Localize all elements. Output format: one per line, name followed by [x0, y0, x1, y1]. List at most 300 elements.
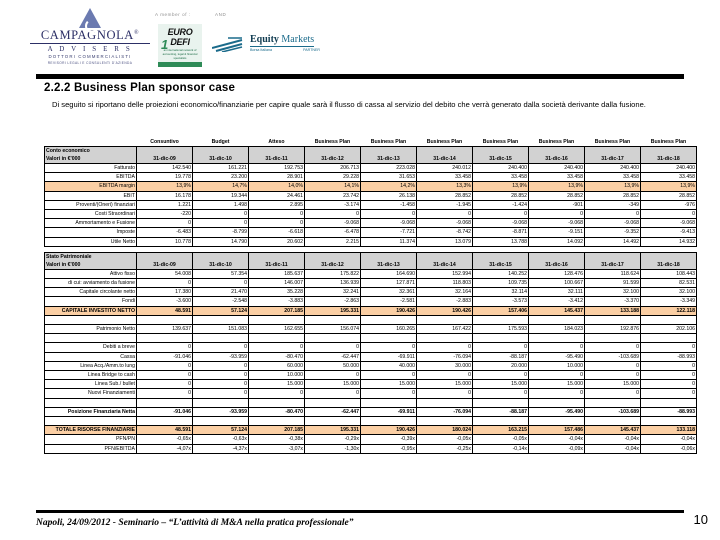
row-label	[45, 138, 137, 147]
table-cell: 11.374	[361, 237, 417, 246]
table-cell: 1.498	[193, 200, 249, 209]
table-cell: 127.871	[361, 279, 417, 288]
table-cell	[473, 315, 529, 324]
table-cell: 33.458	[417, 173, 473, 182]
table-cell: 157.406	[473, 306, 529, 315]
table-cell: 0	[249, 343, 305, 352]
table-cell: -88.187	[473, 407, 529, 416]
section-title-line2: Valori in €'000	[46, 156, 81, 162]
table-cell: 13.788	[473, 237, 529, 246]
table-cell: -93.959	[193, 407, 249, 416]
table-cell: 60.000	[249, 361, 305, 370]
table-cell: 17.380	[137, 288, 193, 297]
table-cell: 0	[137, 279, 193, 288]
table-cell: 28.901	[249, 173, 305, 182]
table-cell: 14,2%	[361, 182, 417, 191]
table-cell: 0	[137, 343, 193, 352]
table-cell: 15.000	[585, 380, 641, 389]
table-cell: 0	[193, 343, 249, 352]
table-cell: 0	[193, 279, 249, 288]
table-cell: 82.531	[641, 279, 697, 288]
section-title-line1: Stato Patrimoniale	[46, 253, 92, 260]
table-cell: -9.352	[585, 228, 641, 237]
table-cell: 30.000	[417, 361, 473, 370]
equity-markets-logo	[212, 34, 320, 56]
table-cell: 33.458	[529, 173, 585, 182]
data-row	[45, 237, 697, 246]
table-cell: 161.221	[193, 164, 249, 173]
table-cell: 14,7%	[193, 182, 249, 191]
data-row	[45, 380, 697, 389]
row-label: PFN/PN	[45, 435, 137, 444]
data-row	[45, 343, 697, 352]
table-cell: 2.215	[305, 237, 361, 246]
row-label: Capitale circolante netto	[45, 288, 137, 297]
table-cell: 35.228	[249, 288, 305, 297]
section-title-line1: Conto economico	[46, 148, 90, 154]
table-cell: 145.437	[585, 426, 641, 435]
table-cell: 139.637	[137, 325, 193, 334]
table-cell: -0,04x	[529, 435, 585, 444]
table-cell: 0	[193, 210, 249, 219]
table-cell	[585, 417, 641, 426]
table-cell: Business Plan	[473, 138, 529, 147]
table-cell: 0	[417, 210, 473, 219]
data-row	[45, 371, 697, 380]
campagnola-triangle-icon	[79, 8, 101, 28]
table-cell	[529, 398, 585, 407]
table-cell: 133.188	[585, 306, 641, 315]
table-cell: 202.106	[641, 325, 697, 334]
table-cell: -91.046	[137, 407, 193, 416]
table-cell: 0	[361, 210, 417, 219]
table-cell: 50.000	[305, 361, 361, 370]
table-cell: 15.000	[417, 380, 473, 389]
table-cell: 0	[137, 219, 193, 228]
table-cell: -976	[641, 200, 697, 209]
table-cell: 108.443	[641, 269, 697, 278]
table-cell: -6.618	[249, 228, 305, 237]
table-cell: 0	[529, 210, 585, 219]
table-cell	[361, 334, 417, 343]
table-cell: 0	[529, 371, 585, 380]
data-row	[45, 173, 697, 182]
table-cell	[585, 334, 641, 343]
table-cell: 28.852	[529, 191, 585, 200]
row-label: Fatturato	[45, 164, 137, 173]
table-cell: 33.458	[641, 173, 697, 182]
table-cell: -88.187	[473, 352, 529, 361]
table-cell: -9.068	[529, 219, 585, 228]
table-cell: 157.486	[529, 426, 585, 435]
data-row	[45, 426, 697, 435]
table-cell: 0	[641, 361, 697, 370]
table-cell: 192.876	[585, 325, 641, 334]
campagnola-name: CAMPAGNOLA®	[30, 29, 150, 44]
table-cell: 240.400	[529, 164, 585, 173]
table-cell: -3.349	[641, 297, 697, 306]
data-row	[45, 288, 697, 297]
table-cell: 28.852	[585, 191, 641, 200]
table-cell: -0,05x	[417, 435, 473, 444]
table-cell: 0	[473, 389, 529, 398]
table-cell: 175.822	[305, 269, 361, 278]
table-cell	[249, 417, 305, 426]
table-cell: 19.778	[137, 173, 193, 182]
table-cell: -3.573	[473, 297, 529, 306]
table-cell: 28.852	[417, 191, 473, 200]
table-cell	[641, 417, 697, 426]
table-cell: 40.000	[361, 361, 417, 370]
row-label: EBITDA margin	[45, 182, 137, 191]
logo-band	[0, 0, 720, 72]
data-row	[45, 200, 697, 209]
table-cell: -9.068	[305, 219, 361, 228]
table-cell: 48.591	[137, 426, 193, 435]
table-cell	[585, 315, 641, 324]
table-cell: 10.000	[529, 361, 585, 370]
data-row	[45, 228, 697, 237]
table-cell: -9.151	[529, 228, 585, 237]
table-cell: -7.721	[361, 228, 417, 237]
financial-table-wrapper	[44, 138, 696, 454]
table-cell	[361, 398, 417, 407]
data-row	[45, 444, 697, 453]
table-cell: -2.883	[417, 297, 473, 306]
table-cell: 26.138	[361, 191, 417, 200]
table-cell	[193, 398, 249, 407]
table-cell	[585, 398, 641, 407]
table-cell: -9.068	[473, 219, 529, 228]
table-cell: 20.000	[473, 361, 529, 370]
table-cell	[361, 417, 417, 426]
row-label	[45, 315, 137, 324]
table-cell: 31.653	[361, 173, 417, 182]
table-cell: 0	[641, 210, 697, 219]
table-cell: 33.458	[585, 173, 641, 182]
table-cell: 190.426	[361, 426, 417, 435]
table-cell: 0	[585, 210, 641, 219]
table-cell: -69.911	[361, 407, 417, 416]
table-cell: 10.000	[249, 371, 305, 380]
table-cell: Business Plan	[417, 138, 473, 147]
table-cell: -80.470	[249, 407, 305, 416]
row-label: Proventi/(Oneri) finanziari	[45, 200, 137, 209]
table-cell: 0	[361, 389, 417, 398]
table-cell: 57.124	[193, 306, 249, 315]
spacer-row	[45, 334, 697, 343]
table-cell: -8.799	[193, 228, 249, 237]
eurodefi-tagline: an international network of accounting, legal & financial specialists	[162, 48, 198, 60]
data-row	[45, 210, 697, 219]
table-cell: -9.068	[361, 219, 417, 228]
row-label: Imposte	[45, 228, 137, 237]
section-header-row	[45, 147, 697, 164]
table-cell: 133.118	[641, 426, 697, 435]
table-cell: -62.447	[305, 407, 361, 416]
row-label: Nuovi Finanziamenti	[45, 389, 137, 398]
table-cell: 0	[473, 210, 529, 219]
table-cell: 118.803	[417, 279, 473, 288]
table-cell: -0,04x	[641, 435, 697, 444]
row-label: EBIT	[45, 191, 137, 200]
table-cell: 151.083	[193, 325, 249, 334]
table-cell	[529, 417, 585, 426]
table-cell: 0	[249, 219, 305, 228]
table-cell	[361, 315, 417, 324]
table-cell	[641, 334, 697, 343]
data-row	[45, 407, 697, 416]
row-label: Linea Sub./ bullet	[45, 380, 137, 389]
equity-sub-left: Borsa Italiana	[250, 48, 272, 52]
table-cell: -0,06x	[641, 444, 697, 453]
table-cell: 20.602	[249, 237, 305, 246]
table-cell: 13,9%	[529, 182, 585, 191]
table-cell	[473, 417, 529, 426]
column-type-header	[45, 138, 697, 147]
campagnola-line4: REVISORI LEGALI E CONSULENTI D'AZIENDA	[47, 61, 133, 66]
table-cell	[137, 315, 193, 324]
data-row	[45, 164, 697, 173]
table-cell: 100.667	[529, 279, 585, 288]
table-cell: 184.023	[529, 325, 585, 334]
table-cell: -88.993	[641, 352, 697, 361]
table-cell: 28.852	[473, 191, 529, 200]
table-cell: Business Plan	[641, 138, 697, 147]
table-cell: 206.713	[305, 164, 361, 173]
table-cell	[137, 334, 193, 343]
table-cell: 0	[137, 380, 193, 389]
table-cell: -6.483	[137, 228, 193, 237]
table-cell: -76.094	[417, 407, 473, 416]
table-cell: -1.424	[473, 200, 529, 209]
table-cell: 54.008	[137, 269, 193, 278]
data-row	[45, 361, 697, 370]
table-cell: 57.124	[193, 426, 249, 435]
table-cell: -8.871	[473, 228, 529, 237]
financial-table	[44, 138, 697, 454]
table-cell: 0	[193, 371, 249, 380]
table-cell	[417, 398, 473, 407]
table-cell: 0	[305, 343, 361, 352]
table-cell: 14.790	[193, 237, 249, 246]
table-cell: -3.412	[529, 297, 585, 306]
table-cell: 0	[473, 371, 529, 380]
table-cell	[137, 417, 193, 426]
equity-sub-right: PARTNER	[303, 48, 320, 52]
table-cell: 160.265	[361, 325, 417, 334]
spacer-row	[45, 417, 697, 426]
table-cell: -3,07x	[249, 444, 305, 453]
date-header-cell: 31-dic-09	[137, 252, 193, 269]
row-label: Posizione Finanziaria Netta	[45, 407, 137, 416]
footer-divider	[36, 510, 684, 513]
table-cell: 0	[193, 219, 249, 228]
table-cell: 0	[641, 371, 697, 380]
table-cell: 32.100	[585, 288, 641, 297]
table-cell: 0	[305, 371, 361, 380]
table-cell: Atteso	[249, 138, 305, 147]
table-cell: -0,05x	[473, 435, 529, 444]
date-header-cell: 31-dic-12	[305, 147, 361, 164]
table-cell: 146.007	[249, 279, 305, 288]
table-cell	[193, 334, 249, 343]
table-cell	[305, 334, 361, 343]
table-cell: Business Plan	[305, 138, 361, 147]
table-cell	[137, 398, 193, 407]
data-row	[45, 279, 697, 288]
table-cell: 0	[193, 361, 249, 370]
footer-text: Napoli, 24/09/2012 - Seminario – “L’attività di M&A nella pratica professionale”	[36, 518, 354, 528]
table-cell: 128.476	[529, 269, 585, 278]
table-cell: 192.753	[249, 164, 305, 173]
table-cell: 13,9%	[137, 182, 193, 191]
table-cell: 23.200	[193, 173, 249, 182]
date-header-cell: 31-dic-11	[249, 252, 305, 269]
eurodefi-bar	[158, 62, 202, 67]
date-header-cell: 31-dic-16	[529, 252, 585, 269]
date-header-cell: 31-dic-12	[305, 252, 361, 269]
date-header-cell: 31-dic-17	[585, 252, 641, 269]
table-cell: 19.344	[193, 191, 249, 200]
table-cell	[193, 417, 249, 426]
table-cell: -9.068	[585, 219, 641, 228]
table-cell: 0	[641, 343, 697, 352]
table-cell: -76.094	[417, 352, 473, 361]
table-cell: 0	[585, 343, 641, 352]
data-row	[45, 325, 697, 334]
table-cell: 240.400	[641, 164, 697, 173]
table-cell: 140.252	[473, 269, 529, 278]
table-cell: 240.012	[417, 164, 473, 173]
table-cell: 13.079	[417, 237, 473, 246]
table-cell: -62.447	[305, 352, 361, 361]
date-header-cell: 31-dic-10	[193, 147, 249, 164]
table-cell: 14.092	[529, 237, 585, 246]
table-cell: 142.540	[137, 164, 193, 173]
row-label: CAPITALE INVESTITO NETTO	[45, 306, 137, 315]
table-cell: 0	[305, 210, 361, 219]
table-cell: -93.959	[193, 352, 249, 361]
table-cell: -4,07x	[137, 444, 193, 453]
table-cell	[473, 398, 529, 407]
row-label	[45, 398, 137, 407]
table-cell: 1.221	[137, 200, 193, 209]
table-cell: 180.024	[417, 426, 473, 435]
table-cell: 0	[585, 389, 641, 398]
table-cell: 32.164	[417, 288, 473, 297]
data-row	[45, 435, 697, 444]
page-number: 10	[693, 512, 708, 527]
section-title-line2: Valori in €'000	[46, 261, 81, 268]
table-cell: 118.624	[585, 269, 641, 278]
table-cell	[473, 334, 529, 343]
table-cell: 0	[585, 361, 641, 370]
row-label: Linea Acq./Amm.to lung	[45, 361, 137, 370]
table-cell: -95.490	[529, 352, 585, 361]
table-cell: -0,25x	[417, 444, 473, 453]
table-cell: 32.241	[305, 288, 361, 297]
data-row	[45, 297, 697, 306]
data-row	[45, 306, 697, 315]
table-cell: 29.228	[305, 173, 361, 182]
table-cell: 207.185	[249, 306, 305, 315]
table-cell: -69.911	[361, 352, 417, 361]
row-label: Attivo fisso	[45, 269, 137, 278]
table-cell: 21.470	[193, 288, 249, 297]
table-cell: -220	[137, 210, 193, 219]
table-cell: -9.413	[641, 228, 697, 237]
row-label: Linea Bridge to cash	[45, 371, 137, 380]
table-cell: -3.370	[585, 297, 641, 306]
table-cell: 24.461	[249, 191, 305, 200]
table-cell	[249, 315, 305, 324]
table-cell	[305, 315, 361, 324]
table-cell: -1,30x	[305, 444, 361, 453]
row-label: Debiti a breve	[45, 343, 137, 352]
table-cell	[305, 417, 361, 426]
spacer-row	[45, 398, 697, 407]
table-cell: 185.637	[249, 269, 305, 278]
table-cell: 91.599	[585, 279, 641, 288]
table-cell: -80.470	[249, 352, 305, 361]
data-row	[45, 219, 697, 228]
row-label: EBITDA	[45, 173, 137, 182]
table-cell: 0	[249, 210, 305, 219]
date-header-cell: 31-dic-16	[529, 147, 585, 164]
table-cell: 207.185	[249, 426, 305, 435]
data-row	[45, 352, 697, 361]
table-cell: 175.593	[473, 325, 529, 334]
eurodefi-logo	[158, 24, 202, 62]
table-cell: 190.426	[417, 306, 473, 315]
table-cell: 14,1%	[305, 182, 361, 191]
table-cell: 0	[585, 371, 641, 380]
equity-subtext	[250, 48, 320, 52]
table-cell: 0	[529, 343, 585, 352]
table-cell: -1.945	[417, 200, 473, 209]
table-cell: 223.028	[361, 164, 417, 173]
table-cell	[417, 334, 473, 343]
table-cell: 0	[473, 343, 529, 352]
table-cell	[641, 398, 697, 407]
table-cell: 13,3%	[417, 182, 473, 191]
eurodefi-bottom-text: DEFI	[170, 37, 190, 47]
table-cell: 240.400	[585, 164, 641, 173]
campagnola-logo	[30, 8, 150, 65]
table-cell: 0	[641, 380, 697, 389]
equity-name: Equity Markets	[250, 34, 315, 45]
table-cell: -0,95x	[361, 444, 417, 453]
date-header-cell: 31-dic-15	[473, 147, 529, 164]
table-cell: 0	[417, 343, 473, 352]
table-cell	[417, 315, 473, 324]
table-cell: 163.215	[473, 426, 529, 435]
date-header-cell: 31-dic-17	[585, 147, 641, 164]
table-cell: 23.742	[305, 191, 361, 200]
table-cell: -2.581	[361, 297, 417, 306]
table-cell	[529, 334, 585, 343]
table-cell: 156.074	[305, 325, 361, 334]
table-cell: 13,9%	[641, 182, 697, 191]
table-cell: 152.994	[417, 269, 473, 278]
table-cell: -0,38x	[249, 435, 305, 444]
table-cell: -4,37x	[193, 444, 249, 453]
table-cell: 28.852	[641, 191, 697, 200]
table-cell: 16.178	[137, 191, 193, 200]
table-cell	[305, 398, 361, 407]
and-label: AND	[215, 12, 227, 17]
